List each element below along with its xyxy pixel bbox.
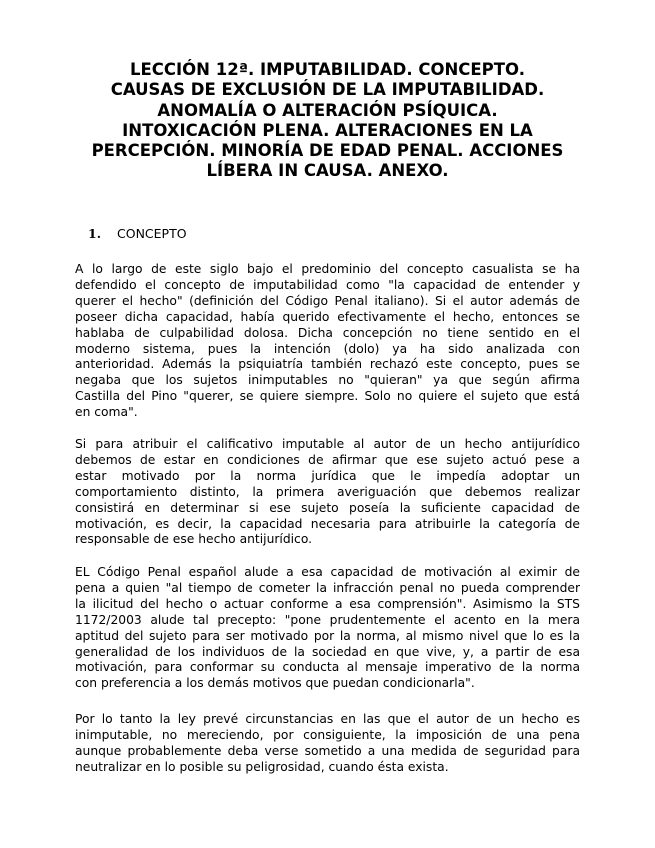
text-line: aunque probablemente deba verse sometido a una medida de seguridad para bbox=[75, 743, 580, 758]
title-line: INTOXICACIÓN PLENA. ALTERACIONES EN LA bbox=[122, 120, 533, 140]
text-line: neutralizar en lo posible su peligrosidad, cuando ésta exista. bbox=[75, 759, 449, 774]
title-line: PERCEPCIÓN. MINORÍA DE EDAD PENAL. ACCIONES bbox=[91, 141, 564, 161]
text-line: comportamiento distinto, la primera averiguación que debemos realizar bbox=[75, 484, 580, 499]
text-line: A lo largo de este siglo bajo el predominio del concepto casualista se ha bbox=[75, 262, 580, 276]
text-line: querer el hecho" (definición del Código Penal italiano). Si el autor además de bbox=[75, 293, 580, 308]
text-line: con preferencia a los demás motivos que puedan condicionarla". bbox=[75, 676, 475, 691]
text-line: pena a quien "al tiempo de cometer la infracción penal no pueda comprender bbox=[75, 580, 580, 595]
text-line: inimputable, no mereciendo, por consiguiente, la imposición de una pena bbox=[75, 727, 580, 742]
lesson-title bbox=[70, 60, 585, 182]
section-heading bbox=[88, 226, 187, 242]
text-line: generalidad de los individuos de la sociedad en que vive, y, a partir de esa bbox=[75, 644, 580, 659]
text-line: hablaba de culpabilidad dolosa. Dicha concepción no tiene sentido en el bbox=[75, 325, 580, 340]
paragraph-1 bbox=[75, 262, 580, 421]
text-line: estar motivado por la norma jurídica que le impedía adoptar un bbox=[75, 468, 580, 483]
text-line: Si para atribuir el calificativo imputable al autor de un hecho antijurídico bbox=[75, 437, 580, 451]
paragraph-2 bbox=[75, 437, 580, 548]
section-title: CONCEPTO bbox=[117, 226, 187, 241]
text-line: EL Código Penal español alude a esa capacidad de motivación al eximir de bbox=[75, 565, 580, 579]
text-line: consistirá en determinar si ese sujeto poseía la suficiente capacidad de bbox=[75, 500, 580, 515]
title-line: CAUSAS DE EXCLUSIÓN DE LA IMPUTABILIDAD. bbox=[110, 80, 545, 100]
paragraph-3 bbox=[75, 565, 580, 692]
title-line: LÍBERA IN CAUSA. ANEXO. bbox=[206, 161, 449, 181]
text-line: motivación, para conformar su conducta al mensaje imperativo de la norma bbox=[75, 660, 580, 675]
paragraph-4 bbox=[75, 712, 580, 776]
text-line: moderno sistema, pues la intención (dolo) ya ha sido analizada con bbox=[75, 341, 580, 356]
text-line: en coma". bbox=[75, 405, 138, 420]
text-line: Castilla del Pino "querer, se quiere siempre. Solo no quiere el sujeto que está bbox=[75, 389, 580, 404]
text-line: 1172/2003 alude tal precepto: "pone prudentemente el acento en la mera bbox=[75, 612, 580, 627]
text-line: motivación, es decir, la capacidad necesaria para atribuirle la categoría de bbox=[75, 516, 580, 531]
text-line: defendido el concepto de imputabilidad como "la capacidad de entender y bbox=[75, 277, 580, 292]
text-line: poseer dicha capacidad, había querido efectivamente el hecho, entonces se bbox=[75, 309, 580, 324]
text-line: Por lo tanto la ley prevé circunstancias en las que el autor de un hecho es bbox=[75, 712, 580, 726]
text-line: responsable de ese hecho antijurídico. bbox=[75, 532, 313, 547]
text-line: anterioridad. Además la psiquiatría también rechazó este concepto, pues se bbox=[75, 357, 580, 372]
text-line: negaba que los sujetos inimputables no "quieran" ya que según afirma bbox=[75, 373, 580, 388]
title-line: ANOMALÍA O ALTERACIÓN PSÍQUICA. bbox=[157, 100, 498, 120]
section-number: 1. bbox=[88, 226, 102, 241]
text-line: la ilicitud del hecho o actuar conforme a esa comprensión". Asimismo la STS bbox=[75, 596, 580, 611]
text-line: debemos de estar en condiciones de afirmar que ese sujeto actuó pese a bbox=[75, 452, 580, 467]
title-line: LECCIÓN 12ª. IMPUTABILIDAD. CONCEPTO. bbox=[130, 60, 525, 79]
text-line: aptitud del sujeto para ser motivado por la norma, al mismo nivel que lo es la bbox=[75, 628, 580, 643]
